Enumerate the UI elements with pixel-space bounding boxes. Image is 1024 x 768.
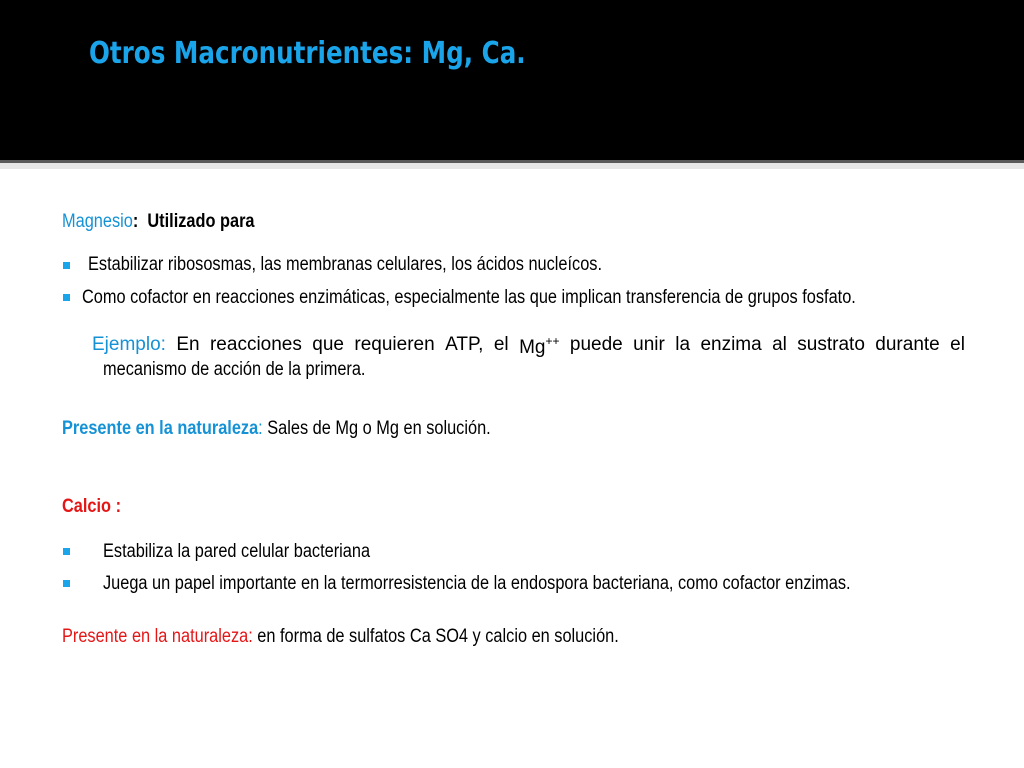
example-word: sustrato [797,334,865,355]
example-word: puede [569,334,623,355]
example-word: la [675,334,691,355]
example-line-1 [92,334,965,359]
example-mg [519,334,559,359]
magnesio-label: Magnesio [62,211,133,232]
magnesio-bullet-1: Estabilizar ribososmas, las membranas celulares, los ácidos nucleícos. [88,254,603,275]
example-word: el [950,334,965,355]
magnesio-nature-colon: : [258,418,263,439]
bullet-icon [63,548,70,555]
magnesio-subtitle: Utilizado para [147,211,255,232]
mg-charge: ++ [545,334,560,348]
bullet-icon [63,262,70,269]
mg-symbol: Mg [519,337,546,358]
example-word: ATP, [445,334,484,355]
example-word: unir [633,334,665,355]
bullet-icon [63,294,70,301]
calcio-bullet-1: Estabiliza la pared celular bacteriana [103,541,371,562]
page-title: Otros Macronutrientes: Mg, Ca. [89,36,526,71]
magnesio-heading [62,211,255,233]
calcio-heading: Calcio : [62,496,122,517]
example-word: reacciones [209,334,302,355]
magnesio-nature-text: Sales de Mg o Mg en solución. [262,418,491,439]
title-bar [0,0,1024,160]
magnesio-nature-label: Presente en la naturaleza [62,418,259,439]
calcio-nature [62,626,619,648]
magnesio-nature [62,418,491,440]
example-word: al [772,334,787,355]
example-label: Ejemplo: [92,334,166,355]
example-word: En [176,334,200,355]
magnesio-bullet-2: Como cofactor en reacciones enzimáticas, especialmente las que implican transferencia de grupos fosfato. [82,287,856,308]
calcio-nature-label: Presente en la naturaleza: [62,626,253,647]
example-word: que [312,334,344,355]
example-word: enzima [700,334,762,355]
bullet-icon [63,580,70,587]
calcio-nature-text: en forma de sulfatos Ca SO4 y calcio en solución. [252,626,619,647]
example-word: durante [875,334,940,355]
header-divider-shadow [0,163,1024,169]
example-word: requieren [354,334,435,355]
example-word: el [493,334,509,355]
magnesio-colon: : [132,211,139,232]
example-line-2: mecanismo de acción de la primera. [103,359,366,380]
calcio-bullet-2: Juega un papel importante en la termorresistencia de la endospora bacteriana, como cofactor enzimas. [103,573,851,594]
